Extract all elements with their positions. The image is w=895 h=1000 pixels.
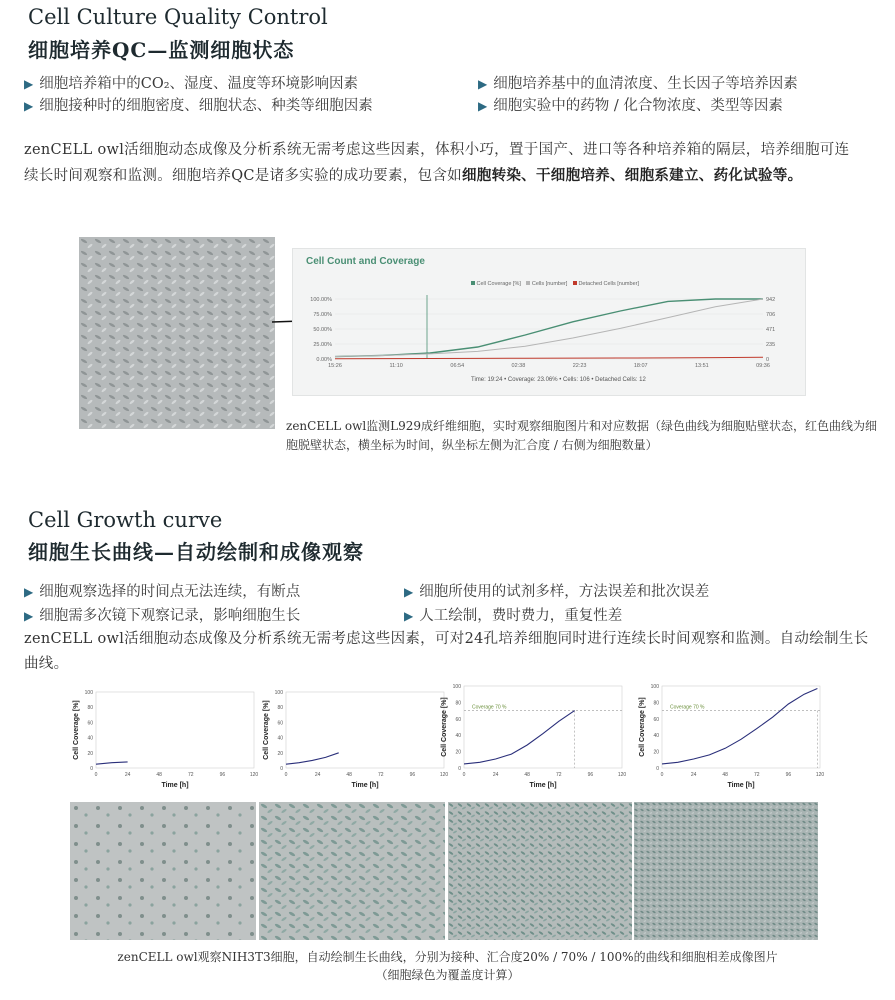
y-axis-label: Cell Coverage [%] [73,700,80,760]
series-line [335,357,763,359]
bullet-item: ▶ 细胞所使用的试剂多样，方法误差和批次误差 [404,584,710,600]
growth-curve-chart [66,684,262,796]
triangle-icon: ▶ [404,609,414,623]
y-left-tick-label: 0.00% [316,357,332,363]
x-tick-label: 72 [754,772,760,778]
y-tick-label: 40 [87,735,93,742]
y-tick-label: 40 [277,735,283,742]
y-tick-label: 0 [458,766,461,772]
triangle-icon: ▶ [24,99,34,113]
growth-curve-chart [434,678,630,796]
y-tick-label: 100 [84,690,93,696]
y-tick-label: 80 [455,700,461,707]
threshold-annotation: Coverage 70 % [670,704,705,711]
y-tick-label: 40 [455,733,461,740]
x-tick-label: 0 [660,772,664,778]
highlight-text: 细胞转染、干细胞培养、细胞系建立、药化试验等。 [461,167,803,184]
y-tick-label: 80 [277,705,283,712]
phase-image-seeding [70,802,256,940]
x-tick-label: 11:10 [389,363,403,369]
triangle-icon: ▶ [478,99,488,113]
section1-paragraph: zenCELL owl活细胞动态成像及分析系统无需考虑这些因素，体积小巧，置于国产、进口等各种培养箱的隔层，培养细胞可连续长时间观察和监测。细胞培养QC是诸多实验的成功要素，包含如细胞转染、干细胞培养、细胞系建立、药化试验等。 [24,142,850,184]
section2-title-cn: 细胞生长曲线—自动绘制和成像观察 [28,540,364,564]
x-tick-label: 96 [409,772,416,778]
x-tick-label: 120 [815,772,825,778]
y-tick-label: 20 [653,749,659,756]
chart-plot [293,249,805,395]
x-tick-label: 22:23 [572,363,587,369]
growth-curve-chart [632,678,828,796]
x-tick-label: 120 [249,772,259,778]
bullet-item: ▶ 细胞培养箱中的CO₂、湿度、温度等环境影响因素 [24,76,359,92]
y-tick-label: 40 [653,733,659,740]
plot-area [286,692,444,768]
bullet-item: ▶ 细胞观察选择的时间点无法连续，有断点 [24,584,301,600]
x-tick-label: 96 [219,772,226,778]
x-tick-label: 0 [284,772,288,778]
x-axis-label: Time [h] [351,782,379,789]
section2-title-en: Cell Growth curve [28,508,223,532]
x-tick-label: 96 [785,772,792,778]
x-tick-label: 120 [439,772,449,778]
y-right-tick-label: 706 [766,312,776,318]
y-tick-label: 80 [653,700,659,707]
x-tick-label: 48 [722,772,728,778]
plot-area [464,686,622,768]
y-tick-label: 20 [455,749,461,756]
section1-title-en: Cell Culture Quality Control [28,5,328,29]
x-tick-label: 09:36 [756,363,770,369]
y-left-tick-label: 25.00% [313,342,332,348]
x-tick-label: 24 [690,772,697,778]
y-axis-label: Cell Coverage [%] [263,700,270,760]
series-line [335,299,763,357]
bullet-item: ▶ 人工绘制，费时费力，重复性差 [404,608,623,624]
y-tick-label: 60 [653,716,659,723]
y-axis-label: Cell Coverage [%] [441,697,448,757]
y-right-tick-label: 235 [766,342,776,348]
section1-caption: zenCELL owl监测L929成纤维细胞，实时观察细胞图片和对应数据（绿色曲线为细胞贴壁状态，红色曲线为细胞脱壁状态，横坐标为时间，纵坐标左侧为汇合度 / 右侧为细胞数量） [286,419,878,452]
x-tick-label: 96 [587,772,594,778]
y-tick-label: 60 [87,720,93,727]
y-tick-label: 100 [274,690,283,696]
x-tick-label: 0 [94,772,98,778]
x-axis-label: Time [h] [529,782,557,789]
x-tick-label: 0 [462,772,466,778]
y-right-tick-label: 942 [766,297,776,303]
x-tick-label: 15:26 [328,363,342,369]
section1-title-cn: 细胞培养QC—监测细胞状态 [28,38,295,62]
y-left-tick-label: 100.00% [310,297,332,303]
x-tick-label: 72 [188,772,194,778]
triangle-icon: ▶ [404,585,414,599]
x-axis-label: Time [h] [161,782,189,789]
section2-paragraph: zenCELL owl活细胞动态成像及分析系统无需考虑这些因素，可对24孔培养细胞同时进行连续长时间观察和监测。自动绘制生长曲线。 [24,631,869,672]
chart-status: Time: 19:24 • Coverage: 23.06% • Cells: 106 • Detached Cells: 12 [471,377,646,383]
x-tick-label: 02:38 [511,363,526,369]
y-left-tick-label: 50.00% [313,327,332,333]
microscope-image-l929 [79,237,275,429]
chart-title: Cell Count and Coverage [306,256,425,267]
triangle-icon: ▶ [24,609,34,623]
y-tick-label: 80 [87,705,93,712]
y-tick-label: 100 [650,684,659,690]
x-tick-label: 13:51 [694,363,709,369]
x-axis-label: Time [h] [727,782,755,789]
y-tick-label: 100 [452,684,461,690]
y-right-tick-label: 0 [766,357,770,363]
chart-legend: Cell Coverage [%] Cells [number] Detached Cells [number] [471,281,639,287]
x-tick-label: 72 [556,772,562,778]
threshold-annotation: Coverage 70 % [472,704,507,711]
x-tick-label: 18:07 [633,363,648,369]
x-tick-label: 24 [314,772,321,778]
y-right-tick-label: 471 [766,327,776,333]
cell-texture [79,237,275,429]
section2-caption-note: （细胞绿色为覆盖度计算） [375,968,520,982]
triangle-icon: ▶ [478,77,488,91]
bullet-item: ▶ 细胞培养基中的血清浓度、生长因子等培养因素 [478,76,798,92]
y-axis-label: Cell Coverage [%] [639,697,646,757]
plot-area [662,686,820,768]
triangle-icon: ▶ [24,585,34,599]
phase-image-20 [259,802,445,940]
x-tick-label: 120 [617,772,627,778]
y-left-tick-label: 75.00% [313,312,332,318]
y-tick-label: 20 [87,750,93,757]
bullet-item: ▶ 细胞实验中的药物 / 化合物浓度、类型等因素 [478,98,783,114]
y-tick-label: 0 [280,766,283,772]
phase-image-70 [448,802,632,940]
section2-caption: zenCELL owl观察NIH3T3细胞，自动绘制生长曲线，分别为接种、汇合度20% / 70% / 100%的曲线和细胞相差成像图片 [117,950,778,964]
y-tick-label: 60 [277,720,283,727]
x-tick-label: 48 [346,772,352,778]
plot-area [96,692,254,768]
x-tick-label: 48 [524,772,530,778]
x-tick-label: 72 [378,772,384,778]
y-tick-label: 0 [656,766,659,772]
x-tick-label: 24 [492,772,499,778]
phase-image-100 [634,802,818,940]
x-tick-label: 48 [156,772,162,778]
triangle-icon: ▶ [24,77,34,91]
bullet-item: ▶ 细胞接种时的细胞密度、细胞状态、种类等细胞因素 [24,98,373,114]
y-tick-label: 60 [455,716,461,723]
y-tick-label: 20 [277,750,283,757]
x-tick-label: 06:54 [450,363,465,369]
growth-curve-chart [256,684,452,796]
bullet-item: ▶ 细胞需多次镜下观察记录，影响细胞生长 [24,608,301,624]
x-tick-label: 24 [124,772,131,778]
y-tick-label: 0 [90,766,93,772]
cell-count-chart [292,248,806,396]
